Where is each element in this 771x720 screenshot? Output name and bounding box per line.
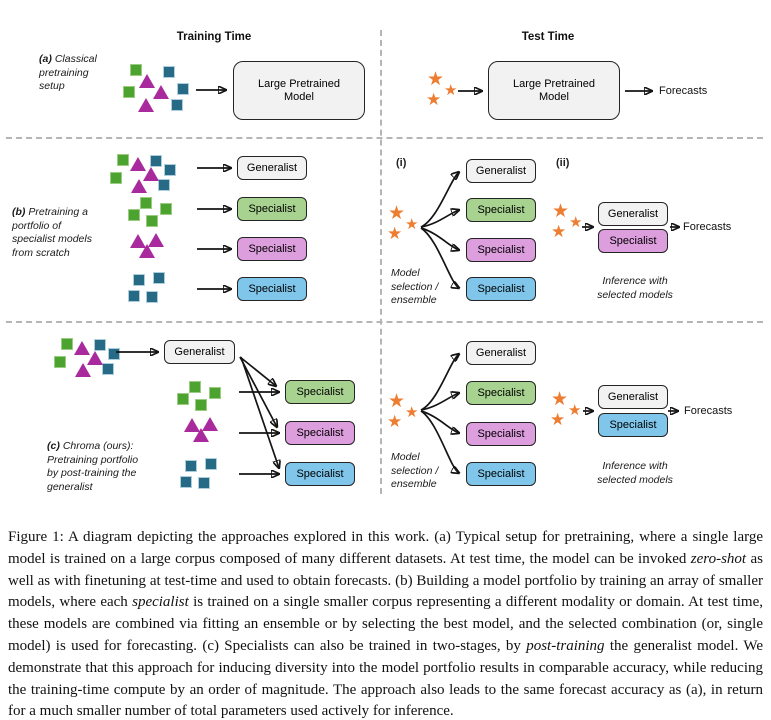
panel-c-prefix: (c) (47, 440, 60, 452)
star-icon: ★ (426, 90, 442, 109)
star-icon: ★ (569, 214, 583, 231)
panel-c-label: (c) Chroma (ours): Pretraining portfolio by post-training the generalist (47, 440, 139, 493)
large-pretrained-model-box-test: Large Pretrained Model (488, 61, 620, 120)
teal-square-icon (163, 66, 175, 78)
green-square-icon (177, 393, 189, 405)
specialist-blue-box-b-train: Specialist (237, 277, 307, 301)
training-time-header: Training Time (176, 31, 252, 43)
caption-text: as well as with finetuning at test-time and used to obtain forecasts. (b) Building a model portfolio by training an array of smaller models, where each (8, 550, 763, 611)
star-icon: ★ (405, 404, 419, 421)
green-square-icon (61, 338, 73, 350)
specialist-blue-box-c-test: Specialist (466, 462, 536, 486)
purple-triangle-icon (138, 98, 154, 112)
roman-ii-label: (ii) (556, 157, 570, 169)
purple-triangle-icon (193, 428, 209, 442)
purple-triangle-icon (75, 363, 91, 377)
column-divider-dashed (380, 30, 382, 494)
teal-square-icon (102, 363, 114, 375)
green-square-icon (128, 209, 140, 221)
panel-a-label: (a) Classical pretraining setup (39, 53, 97, 92)
specialist-purple-box-c-test: Specialist (466, 422, 536, 446)
caption-italic-post-training: post-training (526, 637, 605, 654)
generalist-box-c-test: Generalist (466, 341, 536, 365)
generalist-box-b-train: Generalist (237, 156, 307, 180)
generalist-box-b-selected: Generalist (598, 202, 668, 226)
figure-caption (8, 527, 763, 720)
caption-italic-zero-shot: zero-shot (690, 550, 747, 567)
specialist-green-box-c-train: Specialist (285, 380, 355, 404)
star-icon: ★ (388, 203, 406, 224)
green-square-icon (123, 86, 135, 98)
star-icon: ★ (552, 201, 570, 222)
caption-text: Figure 1: A diagram depicting the approaches explored in this work. (a) Typical setup for pretraining, where a single large model is trained on a large corpus composed of many different datasets. At test time, the model can be invoked (8, 529, 763, 567)
model-selection-label-b: Model selection / ensemble (391, 267, 439, 306)
generalist-box-b-test: Generalist (466, 159, 536, 183)
star-icon: ★ (551, 222, 567, 241)
star-icon: ★ (427, 69, 445, 90)
caption-text: is trained on a single smaller corpus representing a different modality or domain. At test time, these models are combined via fitting an ensemble or by selecting the best model, and the selected combination (or, single model) is used for forecasting. (c) Specialists can also be trained in two-stages, by (8, 594, 763, 654)
panel-b-prefix: (b) (12, 206, 26, 218)
roman-i-label: (i) (396, 157, 407, 169)
teal-square-icon (150, 155, 162, 167)
specialist-purple-box-b-train: Specialist (237, 237, 307, 261)
specialist-green-box-b-test: Specialist (466, 198, 536, 222)
specialist-blue-box-b-test: Specialist (466, 277, 536, 301)
purple-triangle-icon (131, 179, 147, 193)
test-time-header: Test Time (521, 31, 575, 43)
caption-italic-specialist: specialist (132, 594, 189, 611)
star-icon: ★ (568, 402, 582, 419)
teal-square-icon (158, 179, 170, 191)
forecasts-label-c: Forecasts (684, 405, 733, 417)
specialist-purple-box-b-test: Specialist (466, 238, 536, 262)
teal-square-icon (205, 458, 217, 470)
teal-square-icon (198, 477, 210, 489)
forecasts-label-b: Forecasts (683, 221, 732, 233)
specialist-blue-box-c-train: Specialist (285, 462, 355, 486)
specialist-blue-box-c-selected: Specialist (598, 413, 668, 437)
teal-square-icon (180, 476, 192, 488)
panel-a-prefix: (a) (39, 53, 52, 65)
inference-label-c: Inference with selected models (597, 460, 673, 486)
teal-square-icon (128, 290, 140, 302)
row-divider-b-c (6, 321, 763, 323)
caption-text: the generalist model. We demonstrate that this approach for inducing diversity into the model portfolio results in comparable accuracy, while reducing the training-time compute by an order of magnitude. The approach also leads to the same forecast accuracy as (a), in return for a much smaller number of total parameters used actively for inference. (8, 637, 763, 720)
teal-square-icon (146, 291, 158, 303)
teal-square-icon (108, 348, 120, 360)
generalist-box-c-train: Generalist (164, 340, 235, 364)
teal-square-icon (171, 99, 183, 111)
star-icon: ★ (388, 391, 406, 412)
specialist-green-box-c-test: Specialist (466, 381, 536, 405)
star-icon: ★ (387, 224, 403, 243)
purple-triangle-icon (153, 85, 169, 99)
green-square-icon (160, 203, 172, 215)
panel-b-label: (b) Pretraining a portfolio of specialist models from scratch (12, 206, 92, 259)
specialist-purple-box-c-train: Specialist (285, 421, 355, 445)
model-selection-label-c: Model selection / ensemble (391, 451, 439, 490)
green-square-icon (140, 197, 152, 209)
star-icon: ★ (550, 410, 566, 429)
green-square-icon (110, 172, 122, 184)
inference-label-b: Inference with selected models (597, 275, 673, 301)
teal-square-icon (164, 164, 176, 176)
teal-square-icon (177, 83, 189, 95)
green-square-icon (209, 387, 221, 399)
star-icon: ★ (551, 389, 569, 410)
green-square-icon (146, 215, 158, 227)
specialist-green-box-b-train: Specialist (237, 197, 307, 221)
teal-square-icon (185, 460, 197, 472)
star-icon: ★ (444, 82, 458, 99)
generalist-box-c-selected: Generalist (598, 385, 668, 409)
green-square-icon (195, 399, 207, 411)
row-divider-a-b (6, 137, 763, 139)
star-icon: ★ (405, 216, 419, 233)
green-square-icon (117, 154, 129, 166)
green-square-icon (189, 381, 201, 393)
green-square-icon (54, 356, 66, 368)
teal-square-icon (94, 339, 106, 351)
teal-square-icon (153, 272, 165, 284)
specialist-purple-box-b-selected: Specialist (598, 229, 668, 253)
teal-square-icon (133, 274, 145, 286)
purple-triangle-icon (139, 244, 155, 258)
forecasts-label-a: Forecasts (659, 85, 708, 97)
star-icon: ★ (387, 412, 403, 431)
large-pretrained-model-box-train: Large Pretrained Model (233, 61, 365, 120)
